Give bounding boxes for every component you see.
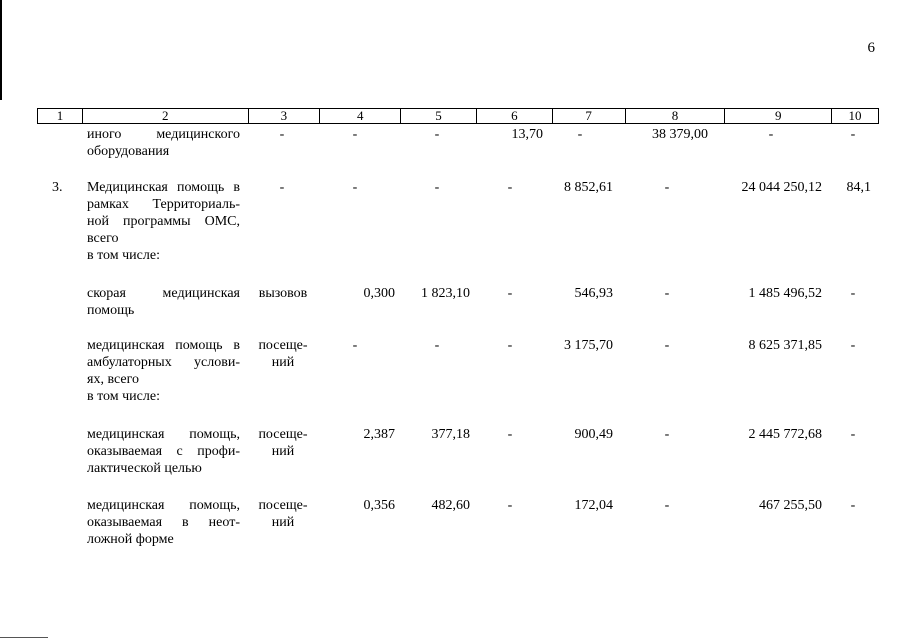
row-label-line: ной программы ОМС,	[87, 214, 240, 229]
unit-line: посеще-	[258, 338, 308, 353]
cell-col8: 38 379,00	[652, 127, 708, 142]
cell-col10: -	[850, 127, 856, 142]
cell-col4: -	[352, 127, 358, 142]
cell-col6: -	[507, 338, 513, 353]
cell-col9: 467 255,50	[759, 498, 822, 513]
row-label-line: Медицинская помощь в	[87, 180, 240, 195]
cell-col10: -	[850, 286, 856, 301]
cell-col8: -	[664, 286, 670, 301]
cell-col5: 1 823,10	[421, 286, 470, 301]
row-label	[87, 426, 240, 477]
cell-col5: -	[434, 127, 440, 142]
cell-unit	[253, 337, 313, 371]
cell-col5: 377,18	[431, 427, 470, 442]
unit-line: ний	[271, 355, 295, 370]
cell-col6: -	[507, 427, 513, 442]
row-number: 3.	[52, 180, 63, 195]
row-label	[87, 179, 240, 264]
cell-col4: 0,356	[363, 498, 395, 513]
cell-col8: -	[664, 338, 670, 353]
cell-col3: -	[279, 127, 285, 142]
cell-col8: -	[664, 498, 670, 513]
cell-col9: 2 445 772,68	[748, 427, 822, 442]
row-label-line: скорая медицинская	[87, 286, 240, 301]
scan-edge-line	[0, 0, 2, 100]
scan-foot-line	[0, 637, 48, 638]
col-header-7: 7	[553, 109, 626, 123]
cell-col4: 2,387	[363, 427, 395, 442]
col-header-4: 4	[320, 109, 401, 123]
col-header-2: 2	[83, 109, 249, 123]
row-label-line: медицинская помощь,	[87, 498, 240, 513]
col-header-6: 6	[477, 109, 553, 123]
cell-col7: 546,93	[574, 286, 613, 301]
cell-col8: -	[664, 180, 670, 195]
cell-col7: -	[577, 127, 583, 142]
unit-line: ний	[271, 515, 295, 530]
row-label-line: иного медицинского	[87, 127, 240, 142]
cell-col10: -	[850, 498, 856, 513]
cell-col3: -	[279, 180, 285, 195]
cell-unit	[253, 285, 313, 302]
cell-col5: -	[434, 338, 440, 353]
page-number: 6	[867, 40, 875, 56]
column-number-header	[37, 108, 879, 124]
row-label-line: оказываемая с профи-	[87, 444, 240, 459]
row-label-line: оборудования	[87, 144, 170, 159]
cell-unit	[253, 426, 313, 460]
unit-line: посеще-	[258, 498, 308, 513]
row-label-line: всего	[87, 231, 119, 246]
row-label-line: ях, всего	[87, 372, 139, 387]
row-label-line: медицинская помощь,	[87, 427, 240, 442]
cell-col5: 482,60	[431, 498, 470, 513]
col-header-10: 10	[848, 108, 862, 123]
col-header-8: 8	[626, 109, 726, 123]
cell-col9: -	[768, 127, 774, 142]
cell-col6: -	[507, 180, 513, 195]
row-label-line: ложной форме	[87, 532, 174, 547]
cell-col5: -	[434, 180, 440, 195]
row-label	[87, 497, 240, 548]
cell-col4: -	[352, 338, 358, 353]
row-label-line: рамках Территориаль-	[87, 197, 240, 212]
unit-line: вызовов	[258, 286, 308, 301]
row-label-line: помощь	[87, 303, 135, 318]
cell-col6: 13,70	[511, 127, 543, 142]
row-label-line: лактической целью	[87, 461, 202, 476]
cell-col7: 900,49	[574, 427, 613, 442]
cell-col10: 84,1	[846, 180, 871, 195]
cell-col7: 3 175,70	[564, 338, 613, 353]
cell-col9: 24 044 250,12	[741, 180, 822, 195]
cell-col9: 1 485 496,52	[748, 286, 822, 301]
cell-unit	[253, 497, 313, 531]
col-header-3: 3	[249, 109, 321, 123]
unit-line: посеще-	[258, 427, 308, 442]
col-header-9: 9	[725, 109, 832, 123]
cell-col8: -	[664, 427, 670, 442]
cell-col4: -	[352, 180, 358, 195]
row-label-line: в том числе:	[87, 389, 160, 404]
cell-col9: 8 625 371,85	[748, 338, 822, 353]
cell-col7: 8 852,61	[564, 180, 613, 195]
cell-col10: -	[850, 338, 856, 353]
col-header-5: 5	[401, 109, 477, 123]
cell-col10: -	[850, 427, 856, 442]
cell-col4: 0,300	[363, 286, 395, 301]
row-label-line: в том числе:	[87, 248, 160, 263]
row-label	[87, 337, 240, 405]
row-label	[87, 126, 240, 160]
unit-line: ний	[271, 444, 295, 459]
cell-col6: -	[507, 498, 513, 513]
cell-col6: -	[507, 286, 513, 301]
row-label-line: медицинская помощь в	[87, 338, 240, 353]
row-label-line: амбулаторных услови-	[87, 355, 240, 370]
col-header-1: 1	[38, 109, 83, 123]
row-label-line: оказываемая в неот-	[87, 515, 240, 530]
cell-col7: 172,04	[574, 498, 613, 513]
row-label	[87, 285, 240, 319]
